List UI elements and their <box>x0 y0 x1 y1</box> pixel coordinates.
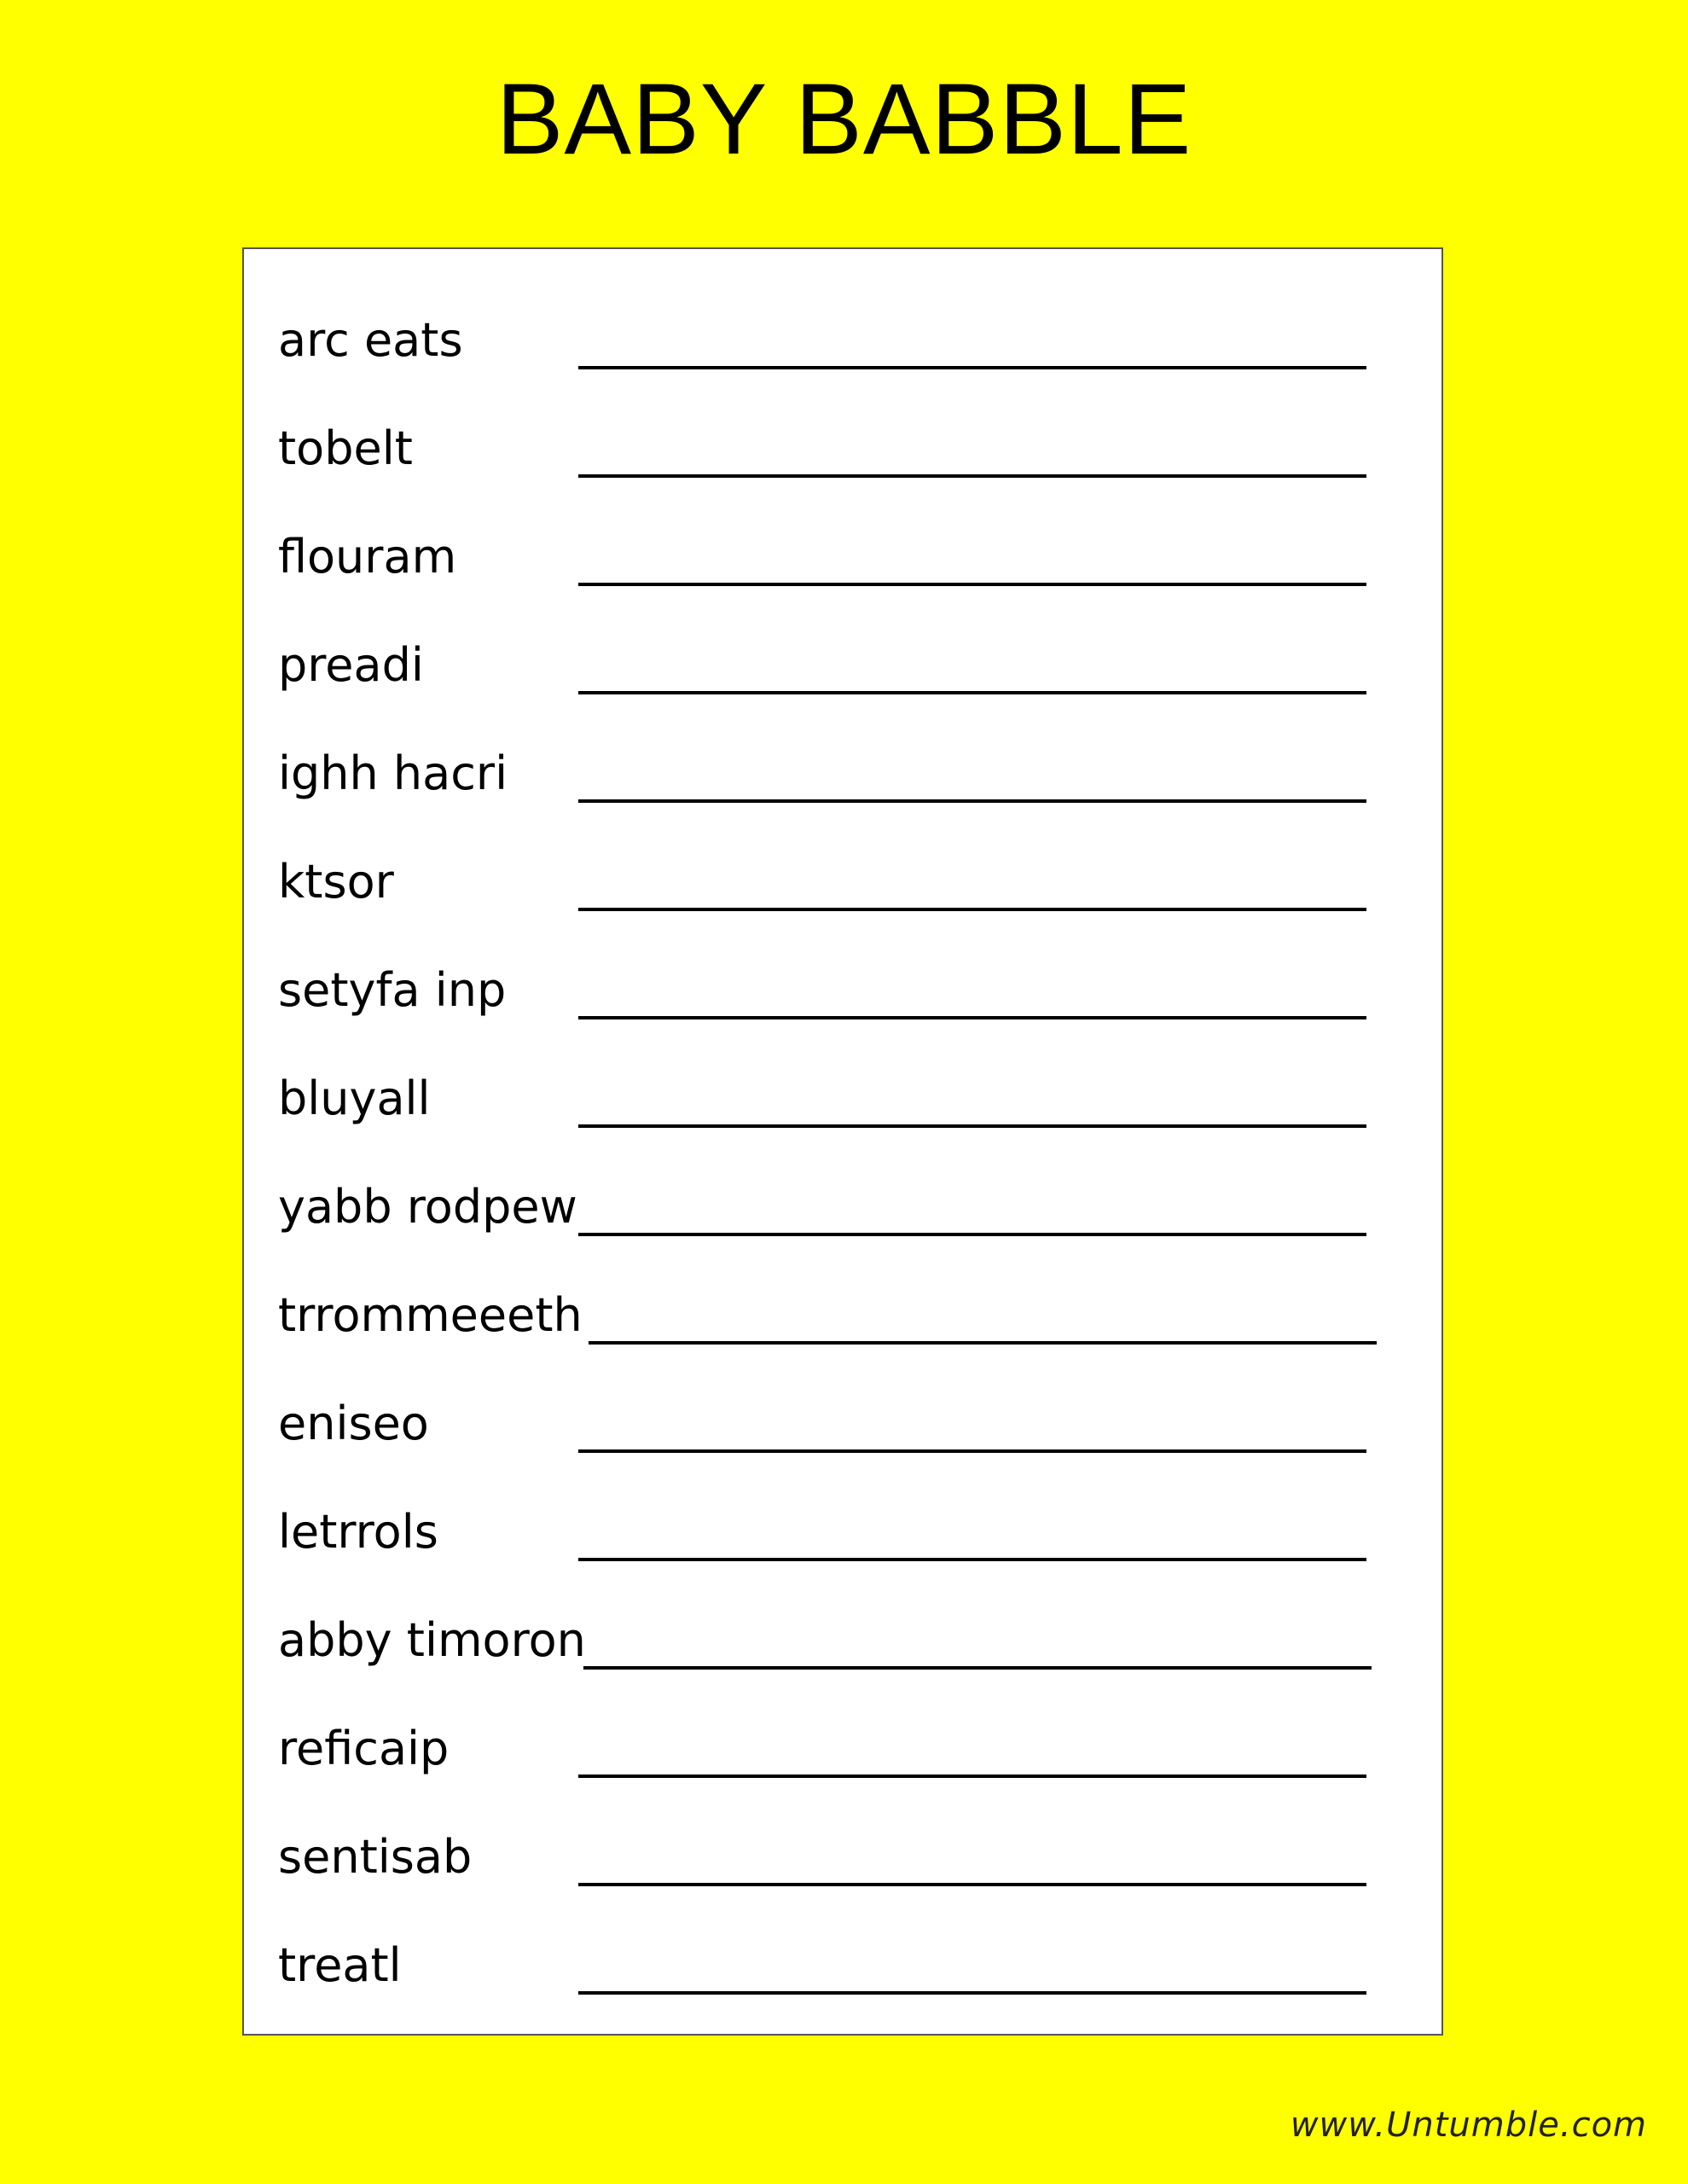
scrambled-word: yabb rodpew <box>278 1180 577 1234</box>
list-item <box>244 608 1441 717</box>
answer-line[interactable] <box>578 1558 1366 1561</box>
scrambled-word: bluyall <box>278 1072 431 1125</box>
scrambled-word: setyfa inp <box>278 963 507 1017</box>
footer-website: www.Untumble.com <box>1290 2106 1647 2145</box>
scrambled-word: tobelt <box>278 421 413 475</box>
list-item <box>244 283 1441 392</box>
answer-line[interactable] <box>578 908 1366 911</box>
list-item <box>244 825 1441 933</box>
scrambled-word: ighh hacri <box>278 746 508 800</box>
answer-line[interactable] <box>578 1124 1366 1128</box>
list-item <box>244 1692 1441 1800</box>
scrambled-word: sentisab <box>278 1830 473 1884</box>
answer-line[interactable] <box>578 691 1366 694</box>
list-item <box>244 1475 1441 1583</box>
scrambled-word: flouram <box>278 530 457 584</box>
scrambled-word: reficaip <box>278 1722 450 1775</box>
list-item <box>244 1150 1441 1258</box>
answer-line[interactable] <box>578 1449 1366 1453</box>
scrambled-word: preadi <box>278 638 424 692</box>
scrambled-word: ktsor <box>278 855 394 909</box>
scrambled-word: letrrols <box>278 1505 438 1559</box>
scrambled-word: abby timoron <box>278 1613 586 1667</box>
answer-line[interactable] <box>578 366 1366 369</box>
answer-line[interactable] <box>583 1666 1372 1670</box>
list-item <box>244 933 1441 1042</box>
list-item <box>244 1908 1441 2017</box>
list-item <box>244 1367 1441 1475</box>
list-item <box>244 717 1441 825</box>
answer-line[interactable] <box>578 1774 1366 1778</box>
answer-line[interactable] <box>578 1991 1366 1995</box>
list-item <box>244 1258 1441 1367</box>
answer-line[interactable] <box>578 799 1366 803</box>
answer-line[interactable] <box>578 1016 1366 1019</box>
scrambled-word: treatl <box>278 1938 402 1992</box>
list-item <box>244 1800 1441 1908</box>
answer-line[interactable] <box>578 1883 1366 1886</box>
list-item <box>244 1042 1441 1150</box>
answer-line[interactable] <box>578 583 1366 586</box>
scrambled-word: eniseo <box>278 1397 429 1450</box>
word-list-card <box>242 247 1443 2036</box>
answer-line[interactable] <box>578 1233 1366 1236</box>
page-title: BABY BABBLE <box>496 63 1192 176</box>
scrambled-word: arc eats <box>278 313 463 367</box>
answer-line[interactable] <box>589 1341 1377 1345</box>
list-item <box>244 500 1441 608</box>
scrambled-word: trrommeeeth <box>278 1288 583 1342</box>
list-item <box>244 392 1441 500</box>
answer-line[interactable] <box>578 474 1366 478</box>
list-item <box>244 1583 1441 1692</box>
